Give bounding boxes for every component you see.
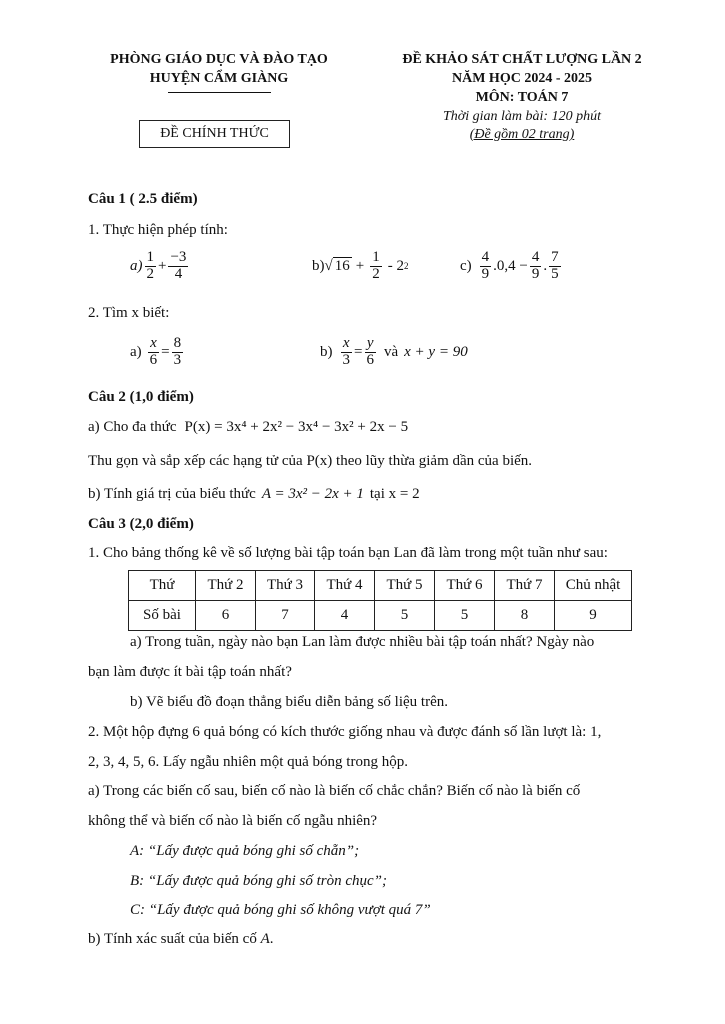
- q1-part1: 1. Thực hiện phép tính:: [88, 222, 228, 238]
- table-cell: Thứ 2: [196, 571, 256, 601]
- q1-a-op: +: [158, 257, 167, 274]
- event-a-label: A: [130, 843, 140, 859]
- event-b: [130, 873, 387, 890]
- table-cell: 9: [555, 601, 632, 631]
- q1-c-label: c): [460, 257, 472, 274]
- table-cell: Thứ 3: [256, 571, 315, 601]
- q1-b-radicand: 16: [334, 258, 350, 275]
- q2-b-text: b) Tính giá trị của biểu thức: [88, 486, 256, 502]
- q1-c-mid: .0,4 −: [493, 257, 528, 274]
- q2-polynomial: P(x) = 3x⁴ + 2x² − 3x⁴ − 3x² + 2x − 5: [184, 419, 409, 435]
- q1-a-label: a): [130, 257, 143, 274]
- q3-title: Câu 3 (2,0 điểm): [88, 516, 194, 532]
- q2-part-a: [88, 419, 408, 436]
- q1-xb-condition: x + y = 90: [404, 343, 468, 360]
- q1-xa-label: a): [130, 343, 142, 360]
- stats-table: [128, 570, 632, 631]
- event-a-text: : “Lấy được quả bóng ghi số chẵn”;: [139, 843, 360, 859]
- q1-b-exp: 2: [403, 261, 409, 272]
- q3-p2b-var: A: [260, 931, 270, 947]
- q2-instruction: Thu gọn và sắp xếp các hạng tử của P(x) theo lũy thừa giảm dần của biến.: [88, 453, 533, 469]
- district-name: HUYỆN CẨM GIÀNG: [149, 71, 289, 86]
- q3-a-line1: a) Trong tuần, ngày nào bạn Lan làm được nhiều bài tập toán nhất? Ngày nào: [130, 634, 595, 650]
- q1-a-frac1: $\frac{1}{2}$: [146, 249, 154, 282]
- q1-find-x-a: [130, 336, 185, 369]
- q3-p2-line2: 2, 3, 4, 5, 6. Lấy ngẫu nhiên một quả bóng trong hộp.: [88, 754, 408, 770]
- table-cell: 5: [435, 601, 495, 631]
- q1-xa-eq: =: [161, 343, 170, 360]
- event-a: [130, 843, 359, 860]
- q1-xb-eq: =: [354, 343, 363, 360]
- subject: MÔN: TOÁN 7: [475, 90, 569, 105]
- q1-xb-and: và: [383, 343, 399, 360]
- table-cell: Thứ 7: [495, 571, 555, 601]
- official-exam-box: ĐỀ CHÍNH THỨC: [139, 120, 290, 148]
- q2-b-tail: tại x = 2: [369, 486, 420, 502]
- table-cell: 8: [495, 601, 555, 631]
- q1-c-frac1: $\frac{4}{9}$: [481, 249, 490, 282]
- q1-b-label: b): [312, 257, 325, 274]
- q1-b-op: +: [355, 257, 365, 274]
- header-underline: [168, 92, 271, 93]
- q3-p2a-line1: a) Trong các biến cố sau, biến cố nào là biến cố chắc chắn? Biến cố nào là biến cố: [88, 783, 581, 799]
- table-cell: 7: [256, 601, 315, 631]
- q1-b-tail: - 2: [387, 257, 404, 274]
- q1-expr-a: [130, 250, 190, 283]
- q1-expr-c: [460, 250, 563, 283]
- table-header-row: [129, 571, 632, 601]
- table-row: [129, 601, 632, 631]
- q2-title: Câu 2 (1,0 điểm): [88, 389, 194, 405]
- q1-b-frac: $\frac{1}{2}$: [372, 249, 380, 282]
- table-cell: 6: [196, 601, 256, 631]
- q3-p2a-line2: không thể và biến cố nào là biến cố ngẫu nhiên?: [88, 813, 378, 829]
- q1-xa-frac1: $\frac{x}{6}$: [149, 335, 158, 368]
- table-cell: Thứ 6: [435, 571, 495, 601]
- q1-find-x-b: [320, 336, 468, 369]
- q2-part-b: [88, 486, 420, 503]
- q3-a-line2: bạn làm được ít bài tập toán nhất?: [88, 664, 292, 680]
- q2-b-expression: A = 3x² − 2x + 1: [261, 486, 364, 502]
- q1-a-frac2: $\frac{-3}{4}$: [170, 249, 187, 282]
- event-c: C: “Lấy được quả bóng ghi số không vượt quá 7”: [130, 902, 431, 918]
- q1-c-frac2: $\frac{4}{9}$: [531, 249, 540, 282]
- q1-c-frac3: $\frac{7}{5}$: [551, 249, 559, 282]
- q1-xa-frac2: $\frac{8}{3}$: [173, 335, 182, 368]
- q3-b-line: b) Vẽ biểu đồ đoạn thẳng biểu diễn bảng số liệu trên.: [130, 694, 448, 710]
- q3-p2b-text: b) Tính xác suất của biến cố: [88, 931, 257, 947]
- table-cell: Chủ nhật: [555, 571, 632, 601]
- q1-title: Câu 1 ( 2.5 điểm): [88, 191, 198, 207]
- table-cell: 4: [315, 601, 375, 631]
- q3-p2b-end: .: [269, 931, 274, 947]
- q1-c-dot: .: [543, 257, 548, 274]
- q2-a-text: a) Cho đa thức: [88, 419, 177, 435]
- q1-xb-label: b): [320, 343, 333, 360]
- q1-part2: 2. Tìm x biết:: [88, 305, 170, 321]
- table-cell: Thứ: [129, 571, 196, 601]
- q3-intro: 1. Cho bảng thống kê về số lượng bài tập toán bạn Lan đã làm trong một tuần như sau:: [88, 545, 608, 561]
- table-cell: Thứ 5: [375, 571, 435, 601]
- sqrt-sign: √: [324, 257, 333, 274]
- q3-p2b: [88, 931, 274, 948]
- page-count: (Đề gồm 02 trang): [469, 127, 575, 142]
- table-cell: Số bài: [129, 601, 196, 631]
- exam-title: ĐỀ KHẢO SÁT CHẤT LƯỢNG LẦN 2: [402, 52, 642, 67]
- school-year: NĂM HỌC 2024 - 2025: [452, 71, 592, 86]
- table-cell: Thứ 4: [315, 571, 375, 601]
- event-b-text: : “Lấy được quả bóng ghi số tròn chục”;: [139, 873, 388, 889]
- event-b-label: B: [130, 873, 140, 889]
- table-cell: 5: [375, 601, 435, 631]
- q3-p2-line1: 2. Một hộp đựng 6 quả bóng có kích thước giống nhau và được đánh số lần lượt là: 1,: [88, 724, 602, 740]
- q1-expr-b: [312, 250, 408, 283]
- q1-xb-frac1: $\frac{x}{3}$: [342, 335, 350, 368]
- time-limit: Thời gian làm bài: 120 phút: [443, 109, 601, 124]
- department-name: PHÒNG GIÁO DỤC VÀ ĐÀO TẠO: [110, 52, 328, 67]
- q1-xb-frac2: $\frac{y}{6}$: [366, 335, 374, 368]
